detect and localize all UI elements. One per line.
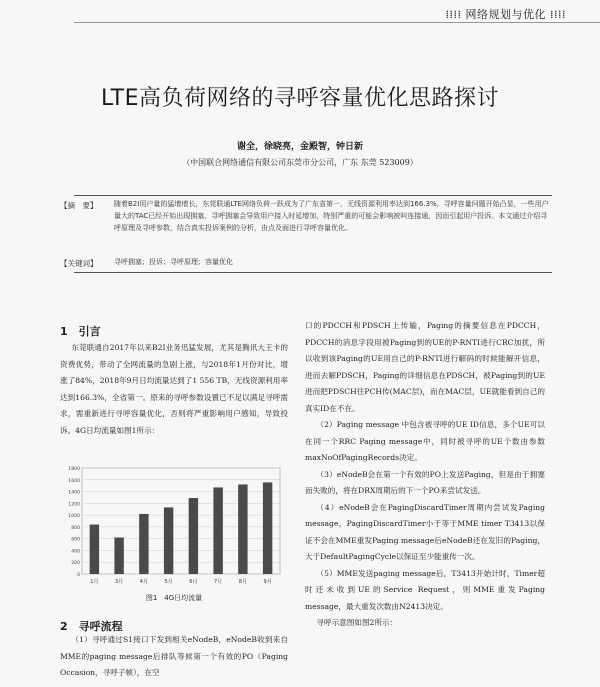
chart-bar [164,507,173,574]
keywords-label: 【关键词】 [60,259,98,268]
chart-y-tick-label: 200 [71,561,80,567]
chart-bar [213,487,222,574]
chart-bar [189,498,198,574]
chart-y-tick-label: 400 [71,549,80,555]
section-1-paragraph: 东莞联通自2017年以来B2I业务迅猛发展，尤其是腾讯大王卡的资费优势，带动了全网流量的急剧上涨，与2018年1月份对比，增涨了84%，2018年9月日均流量达到了1 556 TB，无线资源利用率达到166.3%，全省第一。原来的寻呼参数设置已不足以满足寻呼需求，需重新进行寻呼容量优化，否则将严重影响用户感知，导致投诉。4G日均流量如图1所示： [60,343,288,435]
header-rule [74,22,600,23]
abstract-label: 【摘 要】 [60,201,98,210]
right-paragraph-3: （3）eNodeB会在第一个有效的PO上发送Paging，但是由于拥塞而失败的，将在DRX周期后的下一个PO来尝试发送。 [305,469,545,495]
chart-plot-frame [82,468,280,574]
chart-bar [238,484,247,574]
abstract-text: 随着B2I用户量的猛增增长，东莞联通LTE网络负荷一跃成为了广东省第一，无线资源利用率达到166.3%，寻呼容量问题开始凸显，一些用户量大的TAC已经开始出现拥塞，寻呼拥塞会导致用户接入时延增加，特别严重的可能会影响被叫连接通，因而引起用户投诉。本文通过介绍寻呼原理及寻呼参数，结合真实投诉案例的分析，由点及面进行寻呼容量优化。 [114,200,549,232]
bar-chart [62,462,286,590]
section-1-heading: 1 引言 [60,325,101,338]
section-2-heading: 2 寻呼流程 [60,620,123,633]
keywords-text: 寻呼拥塞；投诉；寻呼原理；容量优化 [114,258,233,266]
right-paragraph-continued: 口的PDCCH和PDSCH上传输，Paging的摘要信息在PDCCH，PDCCH的消息字段用被Paging到的UE的P-RNTI进行CRC加扰，所以收到该Paging的UE用自己的P-RNTI进行解码的时候能解开信息，进而去解PDSCH，Paging的详细信息在PDSCH，被Paging到的UE进而把PDSCH往PCH传(MAC层)，而在MAC层，UE就能看到自己的真实ID在不在。 [305,321,545,413]
figure-1-chart [62,462,286,590]
right-column-body [305,318,545,632]
chart-y-tick-label: 0 [77,573,80,578]
chart-x-tick-label: 9月 [263,579,272,585]
abstract-bottom-rule [74,272,552,273]
chart-bar [90,525,99,574]
chart-x-tick-label: 4月 [139,579,148,585]
chart-y-tick-label: 600 [71,537,80,543]
chart-y-tick-label: 1800 [68,467,80,472]
header-deco-icon: ⁞⁞⁞⁞ [445,8,462,21]
right-paragraph-6: 寻呼示意图如图2所示： [316,618,398,627]
right-paragraph-5: （5）MME发送paging message后，T3413开始计时，Timer超时还未收到UE的Service Request，则MME重发Paging message，最大重发次数由N2413决定。 [305,568,545,611]
section-2-paragraph-1: （1）寻呼通过S1接口下发到相关eNodeB，eNodeB收到来自MME的paging message后排队等候第一个有效的PO（Paging Occasion，寻呼子帧），在空 [60,635,288,677]
chart-x-tick-label: 3月 [115,579,124,585]
chart-x-tick-label: 5月 [164,579,173,585]
chart-y-tick-label: 1000 [68,514,80,520]
right-paragraph-4: （4）eNodeB会在PagingDiscardTimer周期内尝试发Paging message，PagingDiscardTimer小于等于MME timer T3413以保证不会在MME重发Paging message后eNodeB还在发旧的Paging，大于DefaultPagingCycle以保证至少能重传一次。 [305,502,545,561]
header-section-name: 网络规划与优化 [465,8,546,21]
figure-1-caption: 图1 4G日均流量 [145,594,203,602]
article-authors: 谢全，徐晓亮，金殿智，钟日新 [236,142,363,152]
header-deco-icon-right: ⁞⁞⁞⁞ [550,8,566,21]
chart-x-tick-label: 1月 [90,579,99,585]
chart-y-tick-label: 800 [71,525,80,531]
chart-y-tick-label: 1400 [68,490,80,496]
running-header [446,6,567,22]
right-paragraph-2: （2）Paging message 中包含被寻呼的UE ID信息，多个UE可以在同一个RRC Paging message中，同时被寻呼的UE个数由参数maxNoOfPagingRecords决定。 [305,420,545,462]
chart-bar [139,514,148,574]
chart-bar [114,537,123,574]
chart-bar [263,482,272,574]
chart-y-tick-label: 1600 [68,478,80,484]
section-2-body [60,632,288,682]
chart-x-tick-label: 8月 [238,579,247,585]
article-title: LTE高负荷网络的寻呼容量优化思路探讨 [100,86,500,111]
chart-x-tick-label: 6月 [189,579,198,585]
abstract-top-rule [74,195,552,196]
chart-y-tick-label: 1200 [68,502,80,508]
chart-x-tick-label: 7月 [214,579,223,585]
article-affiliation: （中国联合网络通信有限公司东莞市分公司，广东 东莞 523009） [182,158,418,167]
section-1-body [60,340,288,439]
